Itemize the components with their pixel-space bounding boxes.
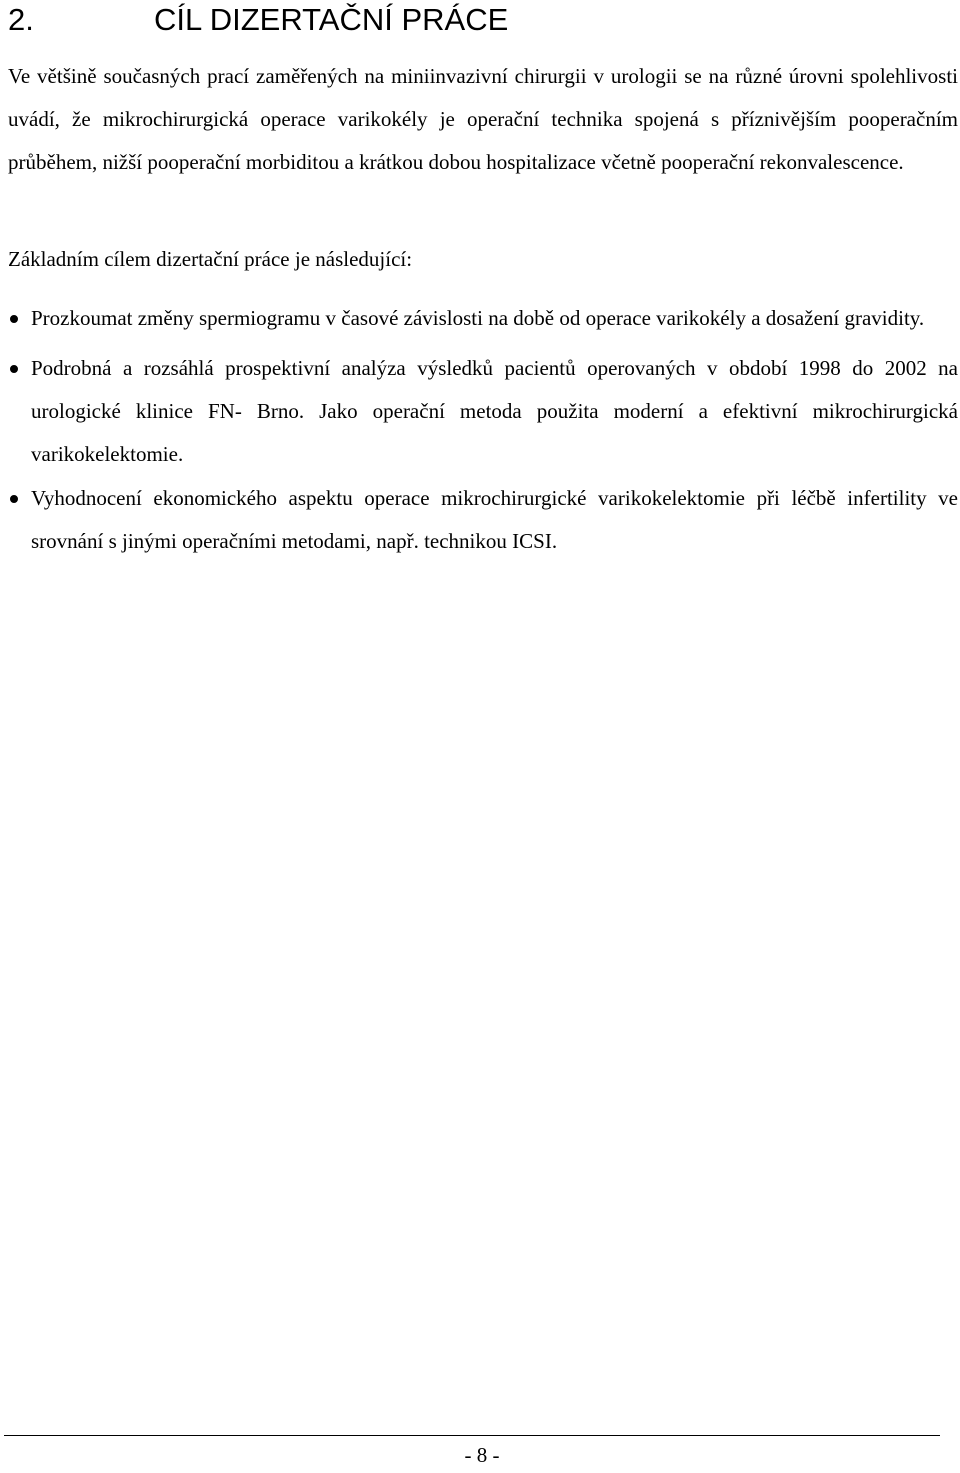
bullet-icon bbox=[10, 315, 18, 323]
bullet-icon bbox=[10, 365, 18, 373]
list-item-text: Prozkoumat změny spermiogramu v časové závislosti na době od operace varikokély a dosažení gravidity. bbox=[31, 306, 925, 330]
body-paragraph: Ve většině současných prací zaměřených na miniinvazivní chirurgii v urologii se na různé úrovni spolehlivosti uvádí, že mikrochirurgická operace varikokély je operační technika spojená s příznivějším pooperačním průběhem, nižší pooperační morbiditou a krátkou dobou hospitalizace včetně pooperační rekonvalescence. bbox=[8, 64, 958, 174]
list-item-text: Vyhodnocení ekonomického aspektu operace mikrochirurgické varikokelektomie při léčbě infertility ve srovnání s jinými operačními metodami, např. technikou ICSI. bbox=[31, 486, 958, 553]
goals-intro: Základním cílem dizertační práce je následující: bbox=[8, 247, 413, 271]
list-item-text: Podrobná a rozsáhlá prospektivní analýza výsledků pacientů operovaných v období 1998 do 2002 na urologické klinice FN- Brno. Jako operační metoda použita moderní a efektivní mikrochirurgická varikokelektomie. bbox=[31, 356, 958, 466]
list-item bbox=[0, 347, 958, 476]
section-number: 2. bbox=[8, 2, 34, 37]
bullet-icon bbox=[10, 495, 18, 503]
list-item bbox=[0, 477, 958, 563]
page-number: - 8 - bbox=[464, 1443, 500, 1467]
section-title: CÍL DIZERTAČNÍ PRÁCE bbox=[154, 2, 509, 37]
footer-divider bbox=[4, 1435, 940, 1436]
goals-list bbox=[0, 297, 960, 563]
list-item bbox=[0, 297, 958, 340]
